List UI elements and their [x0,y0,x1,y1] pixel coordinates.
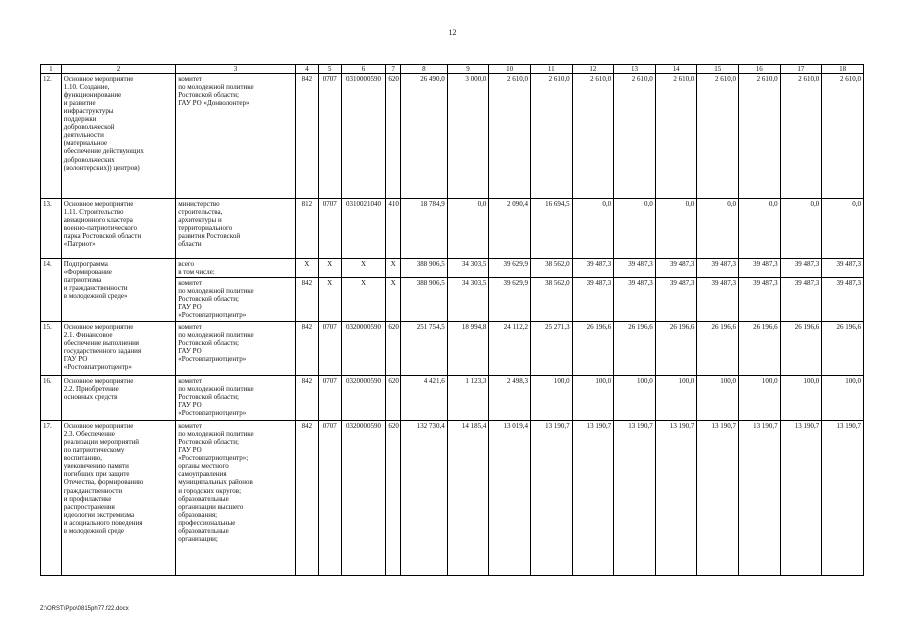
year-amount: 38 562,0 [530,278,572,322]
executor: комитет по молодежной политике Ростовской области; ГАУ РО «Ростовпатриотцентр» [176,376,296,421]
column-header: 13 [614,65,656,74]
year-amount: 2 610,0 [572,74,614,199]
year-amount: 0,0 [572,199,614,259]
grbs-code: 842 [295,376,318,421]
year-amount: 39 487,3 [614,278,656,322]
csr-code: X [341,259,386,278]
year-amount: 100,0 [739,376,781,421]
table-row [41,74,864,199]
table-row [41,259,864,278]
table-row [41,376,864,421]
total-amount: 388 906,5 [400,278,447,322]
year-amount: 26 196,6 [655,322,697,376]
year-amount: 13 190,7 [530,421,572,576]
year-amount: 100,0 [572,376,614,421]
year-amount: 2 610,0 [822,74,864,199]
measure-name: Основное мероприятие 2.2. Приобретение основных средств [61,376,175,421]
year-amount: 26 196,6 [780,322,822,376]
total-amount: 132 730,4 [400,421,447,576]
row-number: 16. [41,376,62,421]
year-amount: 39 487,3 [739,259,781,278]
grbs-code: 842 [295,421,318,576]
vr-code: 620 [386,376,401,421]
column-header: 14 [655,65,697,74]
table-row [41,322,864,376]
year-amount: 13 190,7 [697,421,739,576]
year-amount: 39 487,3 [697,278,739,322]
year-amount: 39 487,3 [655,278,697,322]
year-amount: 0,0 [655,199,697,259]
year-amount: 39 487,3 [739,278,781,322]
measure-name: Основное мероприятие 1.11. Строительство авиационного кластера военно-патриотического парка Ростовской области «Патриот» [61,199,175,259]
column-header: 18 [822,65,864,74]
year-amount: 100,0 [614,376,656,421]
year-amount: 38 562,0 [530,259,572,278]
column-header: 8 [400,65,447,74]
year-amount: 39 487,3 [780,278,822,322]
grbs-code: X [295,259,318,278]
grbs-code: 842 [295,278,318,322]
row-number: 14. [41,259,62,322]
year-amount: 39 487,3 [614,259,656,278]
file-path-footer: Z:\ORST\Ppo\0815ph77.f22.docx [40,606,129,612]
rzpr-code: X [318,259,341,278]
csr-code: 0310021040 [341,199,386,259]
vr-code: X [386,278,401,322]
year-amount: 39 487,3 [780,259,822,278]
year-amount: 26 196,6 [739,322,781,376]
rzpr-code: 0707 [318,376,341,421]
year-amount: 39 487,3 [697,259,739,278]
column-header: 4 [295,65,318,74]
year-amount: 18 994,8 [447,322,489,376]
measure-name: Основное мероприятие 2.1. Финансовое обеспечение выполнения государственного задания ГАУ РО «Ростовпатриотцентр» [61,322,175,376]
year-amount: 0,0 [697,199,739,259]
year-amount: 26 196,6 [572,322,614,376]
year-amount: 2 610,0 [780,74,822,199]
vr-code: 620 [386,74,401,199]
year-amount: 13 190,7 [572,421,614,576]
year-amount: 39 629,9 [489,278,531,322]
total-amount: 251 754,5 [400,322,447,376]
row-number: 12. [41,74,62,199]
rzpr-code: 0707 [318,199,341,259]
row-number: 13. [41,199,62,259]
measure-name: Основное мероприятие 1.10. Создание, функционирование и развитие инфраструктуры поддержки добровольческой деятельности (материальное обеспечение действующих добровольческих (волонтерских)) центров) [61,74,175,199]
total-amount: 26 490,0 [400,74,447,199]
year-amount: 2 090,4 [489,199,531,259]
executor: комитет по молодежной политике Ростовской области; ГАУ РО «Ростовпатриотцентр»; органы местного самоуправления муниципальных районов и городских округов; образовательные организации высшего образования; профессиональные образовательные организации; [176,421,296,576]
row-number: 17. [41,421,62,576]
year-amount: 26 196,6 [614,322,656,376]
year-amount: 100,0 [822,376,864,421]
rzpr-code: X [318,278,341,322]
column-header: 5 [318,65,341,74]
year-amount: 39 487,3 [655,259,697,278]
year-amount: 100,0 [530,376,572,421]
year-amount: 3 000,0 [447,74,489,199]
year-amount: 13 190,7 [655,421,697,576]
year-amount: 2 610,0 [655,74,697,199]
rzpr-code: 0707 [318,421,341,576]
budget-table [40,64,864,576]
executor: комитет по молодежной политике Ростовской области; ГАУ РО «Ростовпатриотцентр» [176,322,296,376]
year-amount: 0,0 [739,199,781,259]
rzpr-code: 0707 [318,74,341,199]
year-amount: 100,0 [655,376,697,421]
year-amount: 24 112,2 [489,322,531,376]
csr-code: 0320000590 [341,376,386,421]
column-header: 15 [697,65,739,74]
total-amount: 18 784,9 [400,199,447,259]
measure-name: Основное мероприятие 2.3. Обеспечение реализации мероприятий по патриотическому воспитанию, увековечению памяти погибших при защите Отечества, формированию гражданственности и профилактике распространения идеологии экстремизма и асоциального поведения в молодежной среде [61,421,175,576]
year-amount: 2 610,0 [697,74,739,199]
year-amount: 2 610,0 [489,74,531,199]
year-amount: 26 196,6 [697,322,739,376]
year-amount: 39 487,3 [572,259,614,278]
rzpr-code: 0707 [318,322,341,376]
csr-code: 0320000590 [341,421,386,576]
table-row [41,421,864,576]
row-number: 15. [41,322,62,376]
year-amount: 0,0 [780,199,822,259]
year-amount: 100,0 [697,376,739,421]
executor: всего в том числе: [176,259,296,278]
column-header: 6 [341,65,386,74]
csr-code: X [341,278,386,322]
year-amount: 34 303,5 [447,278,489,322]
vr-code: 620 [386,322,401,376]
csr-code: 0310000590 [341,74,386,199]
year-amount: 13 190,7 [780,421,822,576]
year-amount: 0,0 [822,199,864,259]
csr-code: 0320000590 [341,322,386,376]
year-amount: 13 019,4 [489,421,531,576]
grbs-code: 842 [295,322,318,376]
column-header: 3 [176,65,296,74]
year-amount: 2 498,3 [489,376,531,421]
executor: министерство строительства, архитектуры и территориального развития Ростовской области [176,199,296,259]
total-amount: 4 421,6 [400,376,447,421]
year-amount: 1 123,3 [447,376,489,421]
vr-code: 410 [386,199,401,259]
year-amount: 0,0 [614,199,656,259]
executor: комитет по молодежной политике Ростовской области; ГАУ РО «Ростовпатриотцентр» [176,278,296,322]
total-amount: 388 906,5 [400,259,447,278]
year-amount: 0,0 [447,199,489,259]
column-header: 1 [41,65,62,74]
column-header: 7 [386,65,401,74]
column-number-row [41,65,864,74]
column-header: 16 [739,65,781,74]
table-row [41,199,864,259]
year-amount: 16 694,5 [530,199,572,259]
vr-code: X [386,259,401,278]
year-amount: 13 190,7 [739,421,781,576]
year-amount: 39 629,9 [489,259,531,278]
year-amount: 26 196,6 [822,322,864,376]
year-amount: 2 610,0 [614,74,656,199]
year-amount: 13 190,7 [614,421,656,576]
grbs-code: 812 [295,199,318,259]
year-amount: 2 610,0 [739,74,781,199]
year-amount: 39 487,3 [822,259,864,278]
vr-code: 620 [386,421,401,576]
column-header: 9 [447,65,489,74]
page-number: 12 [448,28,457,37]
year-amount: 25 271,3 [530,322,572,376]
column-header: 10 [489,65,531,74]
subprogram-name: Подпрограмма «Формирование патриотизма и гражданственности в молодежной среде» [61,259,175,322]
year-amount: 13 190,7 [822,421,864,576]
grbs-code: 842 [295,74,318,199]
year-amount: 14 185,4 [447,421,489,576]
year-amount: 39 487,3 [572,278,614,322]
column-header: 17 [780,65,822,74]
column-header: 12 [572,65,614,74]
year-amount: 100,0 [780,376,822,421]
column-header: 11 [530,65,572,74]
year-amount: 2 610,0 [530,74,572,199]
column-header: 2 [61,65,175,74]
year-amount: 34 303,5 [447,259,489,278]
executor: комитет по молодежной политике Ростовской области; ГАУ РО «Донволонтер» [176,74,296,199]
year-amount: 39 487,3 [822,278,864,322]
